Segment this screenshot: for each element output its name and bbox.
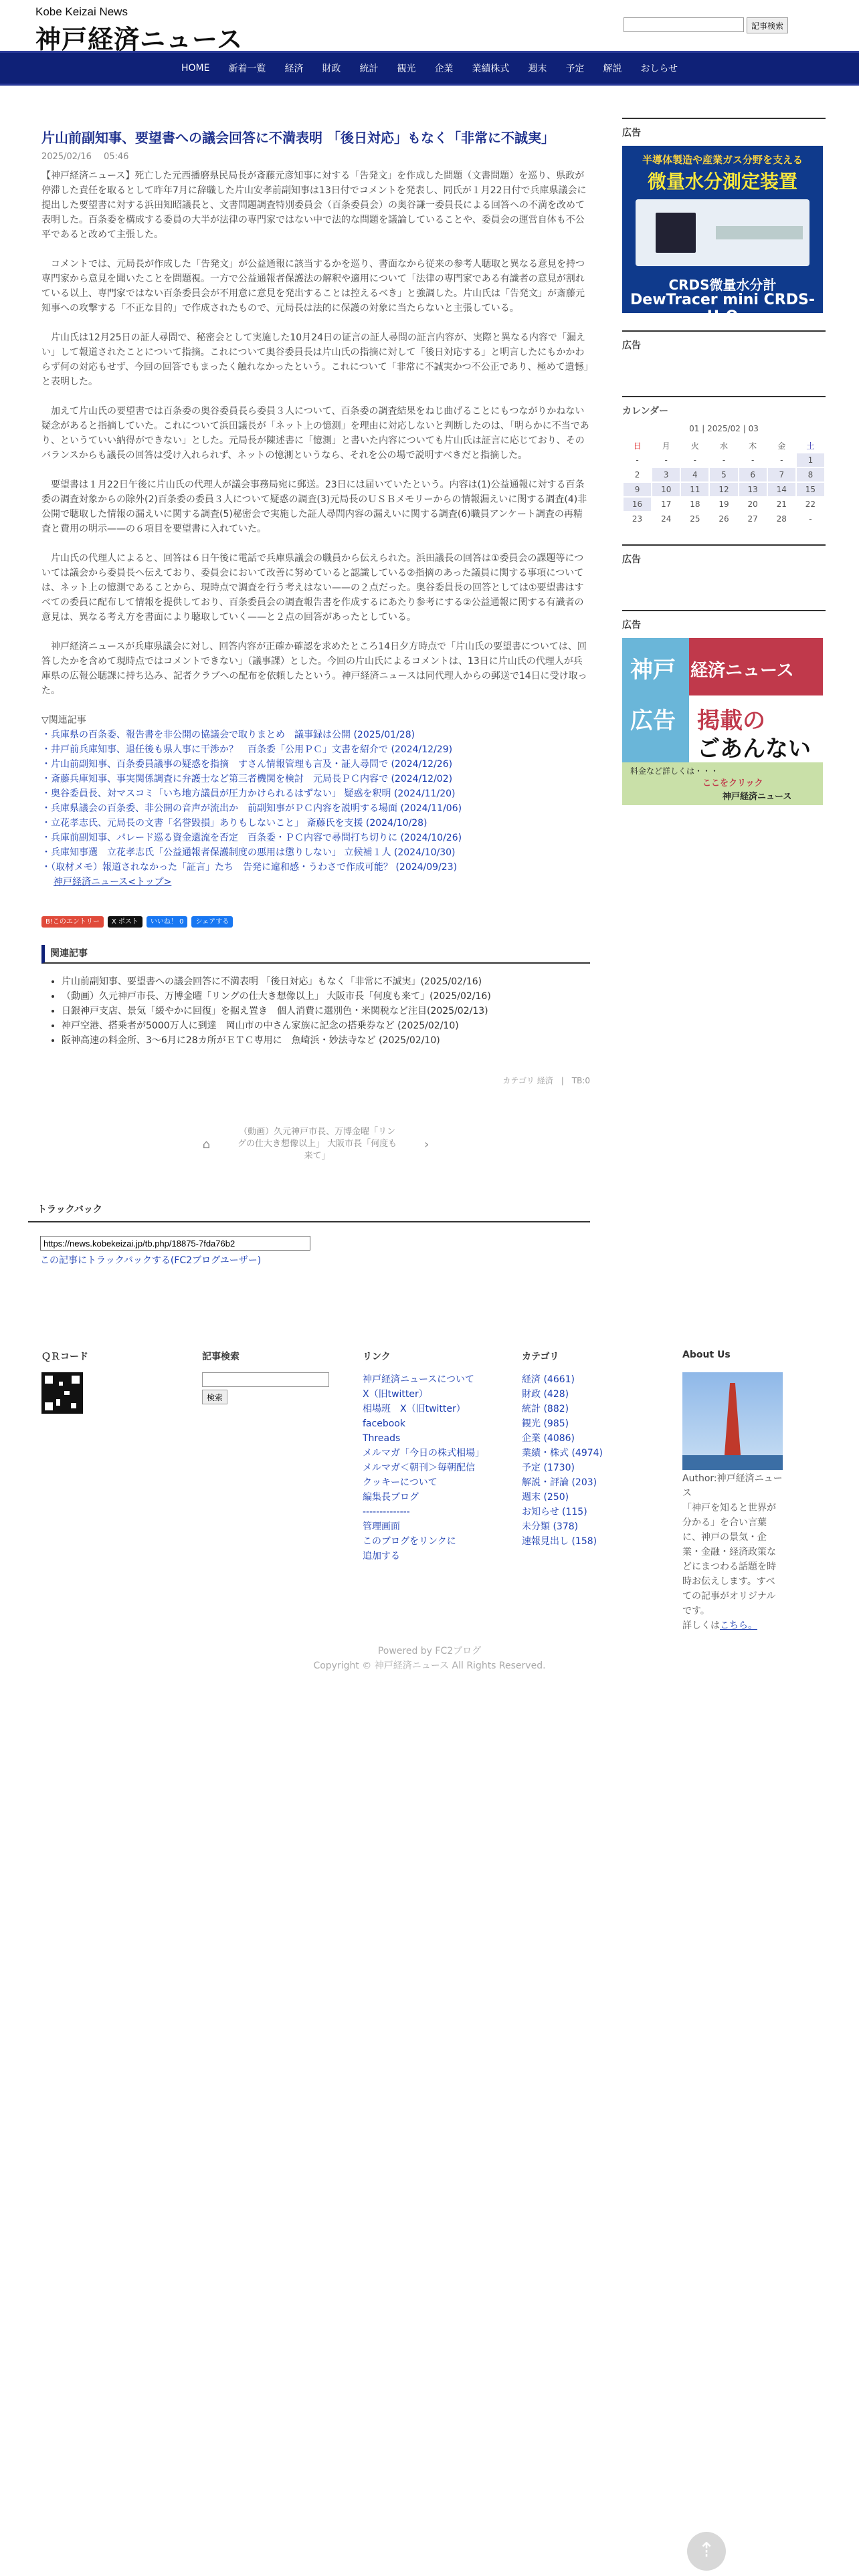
paragraph: 要望書は１月22日午後に片山氏の代理人が議会事務局宛に郵送。23日には届いていたという。内容は(1)公益通報に対する百条委の調査対象からの除外(2)百条委の委員３人について疑惑の調査(3)元局長のＵＳＢメモリーからの情報漏えいに関する調査(4)非公開で聴取した情報の漏えいに関する調査(5)秘密会で実施した証人尋問内容の漏えいに関する調査(6)職員アンケート調査の再精査と費用の明示——の６項目を要望書に入れていた。: [41, 479, 587, 534]
calendar-day[interactable]: 13: [739, 483, 767, 496]
calendar-day[interactable]: 8: [797, 468, 824, 481]
footer-link[interactable]: このブログをリンクに追加する: [363, 1536, 456, 1562]
calendar-day: 26: [719, 514, 729, 524]
related-link[interactable]: ・兵庫知事選 立花孝志氏「公益通報者保護制度の悪用は懲りしない」 立候補１人 (2024/10/30): [41, 847, 456, 858]
header-search: [624, 17, 788, 33]
calendar-day: 24: [661, 514, 672, 524]
calendar-day[interactable]: 6: [739, 468, 767, 481]
links-heading: リンク: [363, 1352, 391, 1362]
main-nav: [0, 51, 859, 86]
nav-analysis[interactable]: 解説: [603, 64, 622, 74]
calendar-day: -: [722, 455, 726, 465]
ad-box-4: [622, 610, 826, 805]
calendar-day[interactable]: 11: [681, 483, 708, 496]
category-link[interactable]: 速報見出し (158): [522, 1536, 597, 1547]
calendar-day: 25: [690, 514, 700, 524]
footer-about: [682, 1350, 784, 1633]
copyright: [0, 1644, 859, 1673]
weekday-label: 火: [690, 441, 699, 451]
calendar-day[interactable]: 9: [624, 483, 651, 496]
footer-search: [202, 1350, 363, 1633]
ad-label: 広告: [622, 330, 826, 352]
about-more: 詳しくはこちら。: [682, 1620, 757, 1631]
nav-companies[interactable]: 企業: [434, 64, 454, 74]
list-item[interactable]: • 阪神高速の料金所、3～6月に28カ所がＥＴＣ専用に 魚崎浜・妙法寺など (2025/02/10): [62, 1033, 590, 1048]
ad-text: CRDS微量水分計: [668, 277, 777, 293]
category-link[interactable]: 企業 (4086): [522, 1433, 575, 1444]
category-link[interactable]: 観光 (985): [522, 1418, 569, 1429]
calendar-day[interactable]: 14: [768, 483, 795, 496]
ad-label: 広告: [622, 118, 826, 139]
trackback-section: [37, 1202, 590, 1267]
ad-label: 広告: [622, 544, 826, 566]
calendar-day[interactable]: 5: [710, 468, 737, 481]
nav-new[interactable]: 新着一覧: [228, 64, 266, 74]
date-text: 2025/02/16: [41, 152, 92, 162]
calendar-day: 22: [805, 500, 816, 509]
ad-text: 神戸経済ニュース: [723, 792, 792, 802]
weekday-label: 月: [662, 441, 670, 451]
ad-text: ごあんない: [697, 736, 811, 762]
tb-count[interactable]: TB:0: [571, 1076, 590, 1085]
footer-search-input[interactable]: [202, 1372, 329, 1387]
calendar-day: 28: [776, 514, 787, 524]
footer-link[interactable]: --------------: [363, 1507, 410, 1517]
ad-banner-crds[interactable]: [622, 146, 823, 325]
ad-text: 微量水分測定装置: [647, 171, 797, 193]
search-input[interactable]: [624, 17, 744, 32]
device-image: [636, 199, 809, 266]
kobe-tower-image: [682, 1372, 783, 1470]
list-item[interactable]: • 日銀神戸支店、景気「緩やかに回復」を据え置き 個人消費に選別色・米関税など注目(2025/02/13): [62, 1004, 590, 1018]
related-intro: ▽関連記事: [41, 715, 86, 726]
trackback-url-field[interactable]: [40, 1236, 310, 1251]
calendar-day[interactable]: 10: [652, 483, 680, 496]
ad-box-3: [622, 544, 826, 593]
calendar-day[interactable]: 12: [710, 483, 737, 496]
chevron-right-icon[interactable]: ›: [424, 1137, 430, 1152]
article-main: [37, 127, 590, 1267]
related-articles: [41, 945, 590, 1086]
related-link[interactable]: ・立花孝志氏、元局長の文書「名誉毀損」ありもしないこと」 斎藤氏を支援 (2024/10/28): [41, 818, 427, 829]
site-logo[interactable]: 神戸経済ニュース: [35, 24, 244, 54]
article-body: [41, 169, 590, 698]
right-sidebar: [622, 118, 826, 823]
footer-link[interactable]: メルマガ「今日の株式相場」: [363, 1448, 484, 1459]
trackback-heading: トラックバック: [28, 1202, 590, 1222]
weekday-label: 土: [806, 441, 815, 451]
paragraph: 片山氏は12月25日の証人尋問で、秘密会として実施した10月24日の证言の証人尋問の証言内容が、実際と異なる内容で「漏えい」して報道されたことについて指摘。これについて奥谷委員長は片山氏の指摘に対して「後日対応する」と明言したにもかかわらず何の対応もせず、今回の回答でもまったく触れなかったという。これについて「非常に不誠実かつ不公正であり、極めて遺憾」と表明した。: [41, 332, 589, 387]
calendar-day: 21: [776, 500, 787, 509]
calendar-day: -: [751, 455, 755, 465]
nav-schedule[interactable]: 予定: [565, 64, 585, 74]
like-button[interactable]: いいね！ 0: [147, 916, 188, 928]
calendar: [622, 396, 826, 527]
list-item[interactable]: • 片山前副知事、要望書への議会回答に不満表明 「後日対応」もなく「非常に不誠実」(2025/02/16): [62, 974, 590, 989]
about-link[interactable]: こちら。: [720, 1620, 757, 1631]
weekday-label: 金: [777, 441, 786, 451]
calendar-caption[interactable]: 01 | 2025/02 | 03: [689, 424, 759, 433]
calendar-day: -: [636, 455, 639, 465]
about-text: 「神戸を知ると世界が分かる」を合い言葉に、神戸の景気・企業・金融・経済政策などにまつわる話題を時時お伝えします。すべての記事がオリジナルです。: [682, 1503, 776, 1616]
footer-link[interactable]: 神戸経済ニュースについて: [363, 1374, 475, 1385]
calendar-heading: カレンダー: [622, 396, 826, 417]
category-link[interactable]: 解説・評論 (203): [522, 1477, 597, 1488]
footer-link[interactable]: Threads: [363, 1433, 401, 1444]
category-link[interactable]: 統計 (882): [522, 1404, 569, 1414]
footer-link[interactable]: 相場班 X（旧twitter）: [363, 1404, 466, 1414]
hatena-button[interactable]: B!このエントリー: [41, 916, 104, 928]
ad-text: 広告: [630, 708, 676, 734]
calendar-day[interactable]: 3: [652, 468, 680, 481]
x-post-button[interactable]: X ポスト: [108, 916, 142, 928]
footer-links: [363, 1350, 522, 1633]
category-link[interactable]: 週末 (250): [522, 1492, 569, 1503]
category-link[interactable]: 財政 (428): [522, 1389, 569, 1400]
footer-search-button[interactable]: 検索: [202, 1390, 227, 1404]
nav-notice[interactable]: おしらせ: [640, 64, 678, 74]
calendar-day: -: [780, 455, 783, 465]
nav-finance[interactable]: 財政: [322, 64, 341, 74]
ad-text: 神戸: [630, 657, 676, 683]
nav-economy[interactable]: 経済: [284, 64, 304, 74]
article-date: [41, 152, 590, 162]
top-link[interactable]: 神戸経済ニュース<トップ>: [54, 877, 172, 887]
weekday-label: 水: [719, 441, 728, 451]
related-link[interactable]: ・奥谷委員長、対マスコミ「いち地方議員が圧力かけられるはずない」 疑惑を釈明 (2024/11/20): [41, 788, 456, 799]
category-link[interactable]: カテゴリ 経済: [502, 1076, 553, 1085]
share-button[interactable]: シェアする: [191, 916, 233, 928]
ad-text: DewTracer mini CRDS-H₂O: [630, 292, 815, 325]
calendar-day: 23: [632, 514, 643, 524]
nav-weekend[interactable]: 週末: [528, 64, 547, 74]
category-heading: カテゴリ: [522, 1352, 559, 1362]
related-link[interactable]: ・（取材メモ）報道されなかった「証言」たち 告発に違和感・うわさで作成可能？ (2024/09/23): [41, 862, 458, 873]
category-line: カテゴリ 経済 | TB:0: [502, 1076, 590, 1085]
footer-link[interactable]: 管理画面: [363, 1521, 400, 1532]
calendar-day: 20: [747, 500, 758, 509]
category-link[interactable]: 予定 (1730): [522, 1463, 575, 1473]
footer-link[interactable]: facebook: [363, 1418, 405, 1429]
related-list: [41, 728, 590, 875]
nav-home[interactable]: HOME: [181, 63, 210, 74]
related-link[interactable]: ・斎藤兵庫知事、事実関係調査に弁護士など第三者機関を検討 元局長ＰＣ内容で (2024/12/02): [41, 774, 453, 784]
trackback-link[interactable]: この記事にトラックバックする(FC2ブログユーザー): [40, 1255, 262, 1266]
ad-box-1: [622, 118, 826, 325]
related-link[interactable]: ・兵庫県議会の百条委、非公開の音声が流出か 前副知事がＰＣ内容を説明する場面 (2024/11/06): [41, 803, 462, 814]
ad-label: 広告: [622, 610, 826, 631]
qr-heading: ＱＲコード: [41, 1352, 88, 1362]
calendar-day[interactable]: 7: [768, 468, 795, 481]
copyright-text: Copyright © 神戸経済ニュース All Rights Reserved.: [313, 1660, 546, 1671]
category-link[interactable]: 未分類 (378): [522, 1521, 579, 1532]
related-heading: 関連記事: [41, 945, 590, 964]
related-link[interactable]: ・井戸前兵庫知事、退任後も県人事に干渉か？ 百条委「公用ＰＣ」文書を紹介で (2024/12/29): [41, 744, 453, 755]
category-link[interactable]: 経済 (4661): [522, 1374, 575, 1385]
search-button[interactable]: 記事検索: [747, 17, 788, 33]
footer-categories: [522, 1350, 682, 1633]
about-heading: About Us: [682, 1350, 731, 1360]
article-title[interactable]: 片山前副知事、要望書への議会回答に不満表明 「後日対応」もなく「非常に不誠実」: [41, 130, 555, 146]
calendar-day: 19: [719, 500, 729, 509]
calendar-day: 17: [661, 500, 672, 509]
paragraph: 片山氏の代理人によると、回答は６日午後に電話で兵庫県議会の職員から伝えられた。浜田議長の回答は①委員会の課題等については議会から委員長へ伝えており、委員会において改善に努めていると認識している②指摘のあった議員に関する事項については、ネット上の憶測であることから、現時点で調査を行う考えはない——の２点だった。奥谷委員長の回答としては①要望書はすべての委員に配布して情報を提供しており、百条委員会の調査報告書を作成するにあたり参考にする②公益通報に関する有識者の意見は、異なる考え方を書面により聴取していく——と２点の回答があったとしている。: [41, 553, 584, 623]
calendar-day: 18: [690, 500, 700, 509]
site-subtitle: Kobe Keizai News: [35, 5, 128, 18]
post-navigation: [41, 1126, 590, 1162]
list-item[interactable]: • （動画）久元神戸市長、万博金曜「リングの仕大き想像以上」 大阪市長「何度も来て」(2025/02/16): [62, 989, 590, 1004]
calendar-day: -: [809, 514, 812, 524]
site-header: [0, 0, 859, 54]
paragraph: 【神戸経済ニュース】死亡した元西播磨県民局長が斎藤元彦知事に対する「告発文」を作成した問題（文書問題）を巡り、県政が停滞した責任を取るとして昨年7月に辞職した片山安孝前副知事は13日付でコメントを発表し、同氏が１月22日付で兵庫県議会に提出した要望書に対する浜田知昭議長と、文書問題調査特別委員会（百条委員会）の奥谷謙一委員長による回答への不満を改めて表明した。百条委を構成する委員の大半が法律の専門家ではない中で法的な問題を議論していることや、委員会の運営自体も不公平であると改めて主張した。: [41, 171, 587, 240]
nav-earnings[interactable]: 業績株式: [472, 64, 510, 74]
ad-text: ここをクリック: [702, 778, 763, 788]
footer-link[interactable]: メルマガ＜朝刊＞毎朝配信: [363, 1463, 475, 1473]
ad-box-2: [622, 330, 826, 379]
calendar-day[interactable]: 4: [681, 468, 708, 481]
footer-link[interactable]: X（旧twitter）: [363, 1389, 428, 1400]
category-link[interactable]: お知らせ (115): [522, 1507, 587, 1517]
search-heading: 記事検索: [202, 1352, 240, 1362]
calendar-day: -: [664, 455, 668, 465]
calendar-day: 2: [634, 470, 640, 479]
category-link[interactable]: 業績・株式 (4974): [522, 1448, 603, 1459]
list-item[interactable]: • 神戸空港、搭乗者が5000万人に到達 岡山市の中さん家族に記念の搭乗券など (2025/02/10): [62, 1018, 590, 1033]
nav-tourism[interactable]: 観光: [397, 64, 416, 74]
ad-text: 料金など詳しくは・・・: [630, 766, 719, 776]
paragraph: 加えて片山氏の要望書では百条委の奥谷委員長ら委員３人について、百条委の調査結果をねじ曲げることにもつながりかねない疑念があると指摘していた。これについて浜田議長が「ネット上の憶測」を理由に対応しないと判断したのは、「明らかに不当であり、というていい納得ができない」とした。元局長が陳述書に「憶測」と書いた内容についても片山氏は証言に応じており、そのバランスからも議長の回答は受け入れられず、ネットの憶測というなら、それを公の場で説明すべきだと指摘した。: [41, 406, 589, 461]
time-text: 05:46: [103, 152, 129, 162]
calendar-day[interactable]: 15: [797, 483, 824, 496]
related-link[interactable]: ・兵庫県の百条委、報告書を非公開の協議会で取りまとめ 議事録は公開 (2025/01/28): [41, 730, 415, 740]
powered-by[interactable]: Powered by FC2ブログ: [377, 1646, 482, 1656]
paragraph: コメントでは、元局長が作成した「告発文」が公益通報に該当するかを巡り、書面なから従来の参考人聴取と異なる意見を持つ専門家から意見を聞いたことを問題視。一方で公益通報者保護法の解釈や適用について「法律の専門家である有識者の意見が割れている以上、専門家ではない百条委員会が不用意に意見を発出することは控えるべき」と強調した。片山氏は「告発文」が斎藤元知事への攻撃する「不正な目的」で作成されたもので、元局長は法的に保護の対象に当たらないと主張している。: [41, 259, 585, 314]
prev-post-link[interactable]: （動画）久元神戸市長、万博金曜「リングの仕大き想像以上」 大阪市長「何度も来て」: [237, 1127, 397, 1161]
weekday-label: 木: [749, 441, 757, 451]
back-to-top-icon[interactable]: ⇡: [687, 2532, 726, 2571]
ad-text: 半導体製造や産業ガス分野を支える: [642, 154, 803, 166]
calendar-day[interactable]: 16: [624, 498, 651, 511]
ad-text: 経済ニュース: [690, 661, 794, 681]
related-link[interactable]: ・兵庫前副知事、パレード巡る資金還流を否定 百条委・ＰＣ内容で尋問打ち切りに (2024/10/26): [41, 833, 462, 843]
footer-link[interactable]: 編集長ブログ: [363, 1492, 419, 1503]
calendar-day[interactable]: 1: [797, 453, 824, 467]
footer-link[interactable]: クッキーについて: [363, 1477, 438, 1488]
qr-code-icon: [41, 1372, 83, 1414]
nav-stats[interactable]: 統計: [359, 64, 379, 74]
share-bar: [41, 916, 590, 928]
weekday-label: 日: [633, 441, 642, 451]
footer-qr: [41, 1350, 202, 1633]
calendar-day: 27: [747, 514, 758, 524]
about-author: Author:神戸経済ニュース: [682, 1473, 783, 1499]
ad-text: 掲載の: [697, 708, 765, 734]
related-link[interactable]: ・片山前副知事、百条委員議事の疑惑を指摘 すさん情報管理も言及・証人尋問で (2024/12/26): [41, 759, 453, 770]
calendar-day: -: [693, 455, 697, 465]
home-icon[interactable]: ⌂: [202, 1137, 211, 1152]
paragraph: 神戸経済ニュースが兵庫県議会に対し、回答内容が正確か確認を求めたところ14日夕方時点で「片山氏の要望書については、回答したかを含めて現時点ではコメントできない」（議事課）とした。今回の片山氏によるコメントは、13日に片山氏の代理人が兵庫県の広報公聴課に持ち込み、記者クラブへの配布を依頼したという。神戸経済ニュースは同代理人からの郵送で14日に受け取った。: [41, 641, 587, 696]
ad-banner-kobe-keizai[interactable]: [622, 638, 823, 805]
